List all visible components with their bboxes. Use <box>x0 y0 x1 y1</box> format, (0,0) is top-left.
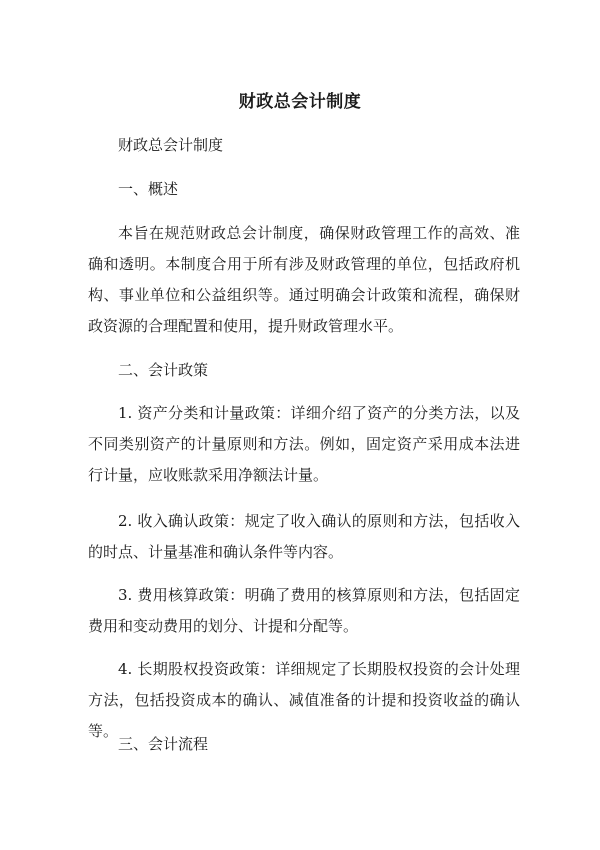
section-heading-policy: 二、会计政策 <box>118 361 209 379</box>
document-subtitle: 财政总会计制度 <box>118 136 224 154</box>
document-title: 财政总会计制度 <box>238 92 362 112</box>
section-heading-overview: 一、概述 <box>118 180 179 198</box>
section-heading-process: 三、会计流程 <box>118 735 209 753</box>
policy-item: 2. 收入确认政策：规定了收入确认的原则和方法，包括收入的时点、计量基准和确认条件等内容。 <box>88 512 520 561</box>
policy-item: 4. 长期股权投资政策：详细规定了长期股权投资的会计处理方法，包括投资成本的确认、减值准备的计提和投资收益的确认等。 <box>88 660 520 740</box>
policy-item: 3. 费用核算政策：明确了费用的核算原则和方法，包括固定费用和变动费用的划分、计提和分配等。 <box>88 586 520 635</box>
policy-item: 1. 资产分类和计量政策：详细介绍了资产的分类方法，以及不同类别资产的计量原则和方法。例如，固定资产采用成本法进行计量，应收账款采用净额法计量。 <box>88 404 520 484</box>
overview-paragraph: 本旨在规范财政总会计制度，确保财政管理工作的高效、准确和透明。本制度合用于所有涉及财政管理的单位，包括政府机构、事业单位和公益组织等。通过明确会计政策和流程，确保财政资源的合理配置和使用，提升财政管理水平。 <box>88 224 520 335</box>
